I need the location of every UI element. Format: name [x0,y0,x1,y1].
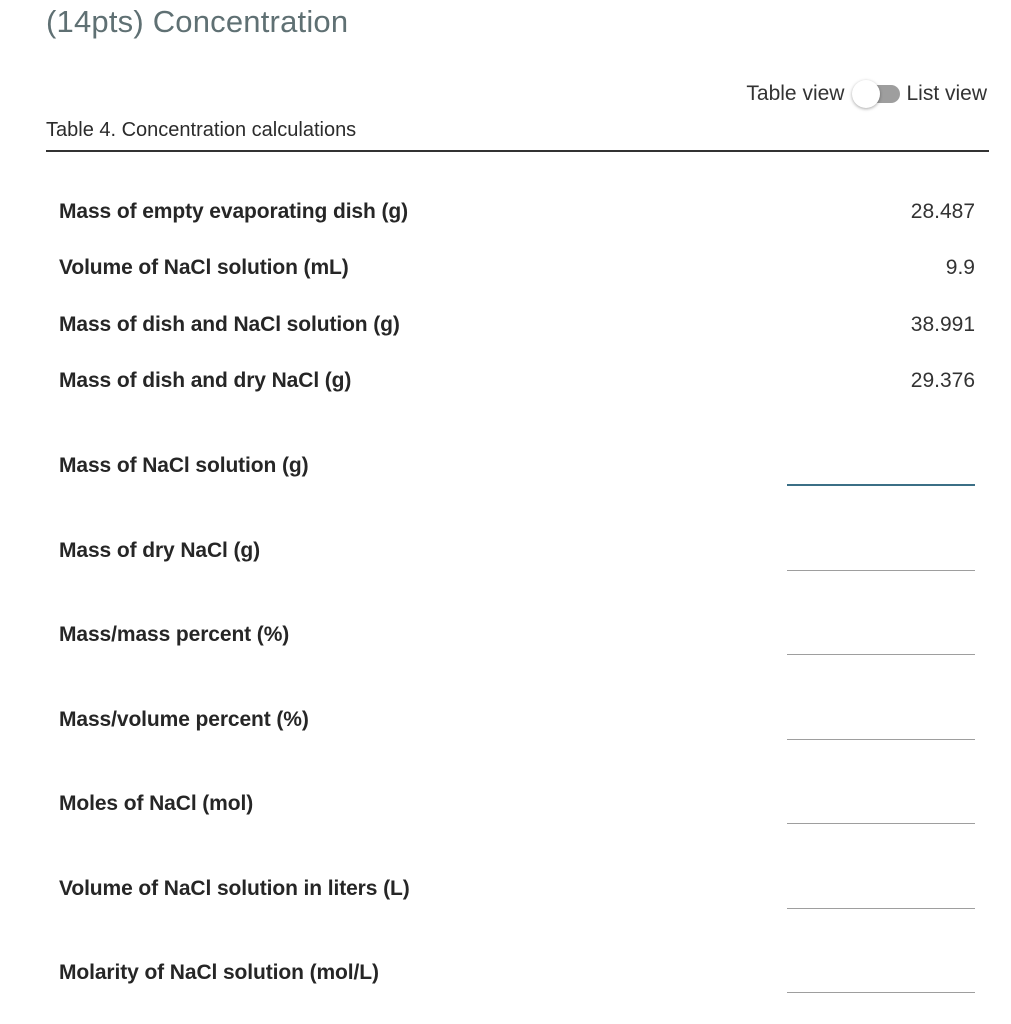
row-label: Mass of dish and dry NaCl (g) [59,369,352,392]
table-row-mass-dry-nacl [59,531,975,571]
row-label: Volume of NaCl solution (mL) [59,256,349,279]
table-row-volume-liters [59,869,975,909]
mass-mass-percent-input[interactable] [787,622,975,655]
mass-solution-input[interactable] [787,452,975,486]
table-row-mass-mass-percent [59,615,975,655]
table-row-mass-empty-dish [59,192,975,232]
row-label: Volume of NaCl solution in liters (L) [59,877,410,900]
view-toggle [746,80,987,108]
row-value: 29.376 [910,369,975,392]
caption-divider [46,150,989,152]
mass-dry-nacl-input[interactable] [787,538,975,571]
row-label: Moles of NaCl (mol) [59,792,254,815]
table-row-mass-dish-solution [59,305,975,345]
row-label: Mass of dry NaCl (g) [59,539,261,562]
page-title: (14pts) Concentration [46,4,349,39]
row-label: Mass of NaCl solution (g) [59,454,309,477]
moles-nacl-input[interactable] [787,791,975,824]
molarity-input[interactable] [787,960,975,993]
row-label: Mass/mass percent (%) [59,623,290,646]
table-view-label[interactable]: Table view [746,82,845,105]
table-row-mass-volume-percent [59,700,975,740]
mass-volume-percent-input[interactable] [787,707,975,740]
volume-liters-input[interactable] [787,876,975,909]
list-view-label[interactable]: List view [906,82,987,105]
table-row-mass-solution [59,446,975,486]
toggle-knob[interactable] [852,80,880,108]
table-caption: Table 4. Concentration calculations [46,119,357,141]
row-label: Molarity of NaCl solution (mol/L) [59,961,379,984]
table-row-molarity [59,953,975,993]
row-label: Mass of empty evaporating dish (g) [59,200,408,223]
row-value: 9.9 [945,256,975,279]
table-row-moles-nacl [59,784,975,824]
row-value: 38.991 [910,313,975,336]
table-row-volume-solution-ml [59,248,975,288]
row-label: Mass/volume percent (%) [59,708,309,731]
row-value: 28.487 [910,200,975,223]
table-row-mass-dish-dry-nacl [59,361,975,401]
row-label: Mass of dish and NaCl solution (g) [59,313,400,336]
view-toggle-switch[interactable] [852,80,900,108]
